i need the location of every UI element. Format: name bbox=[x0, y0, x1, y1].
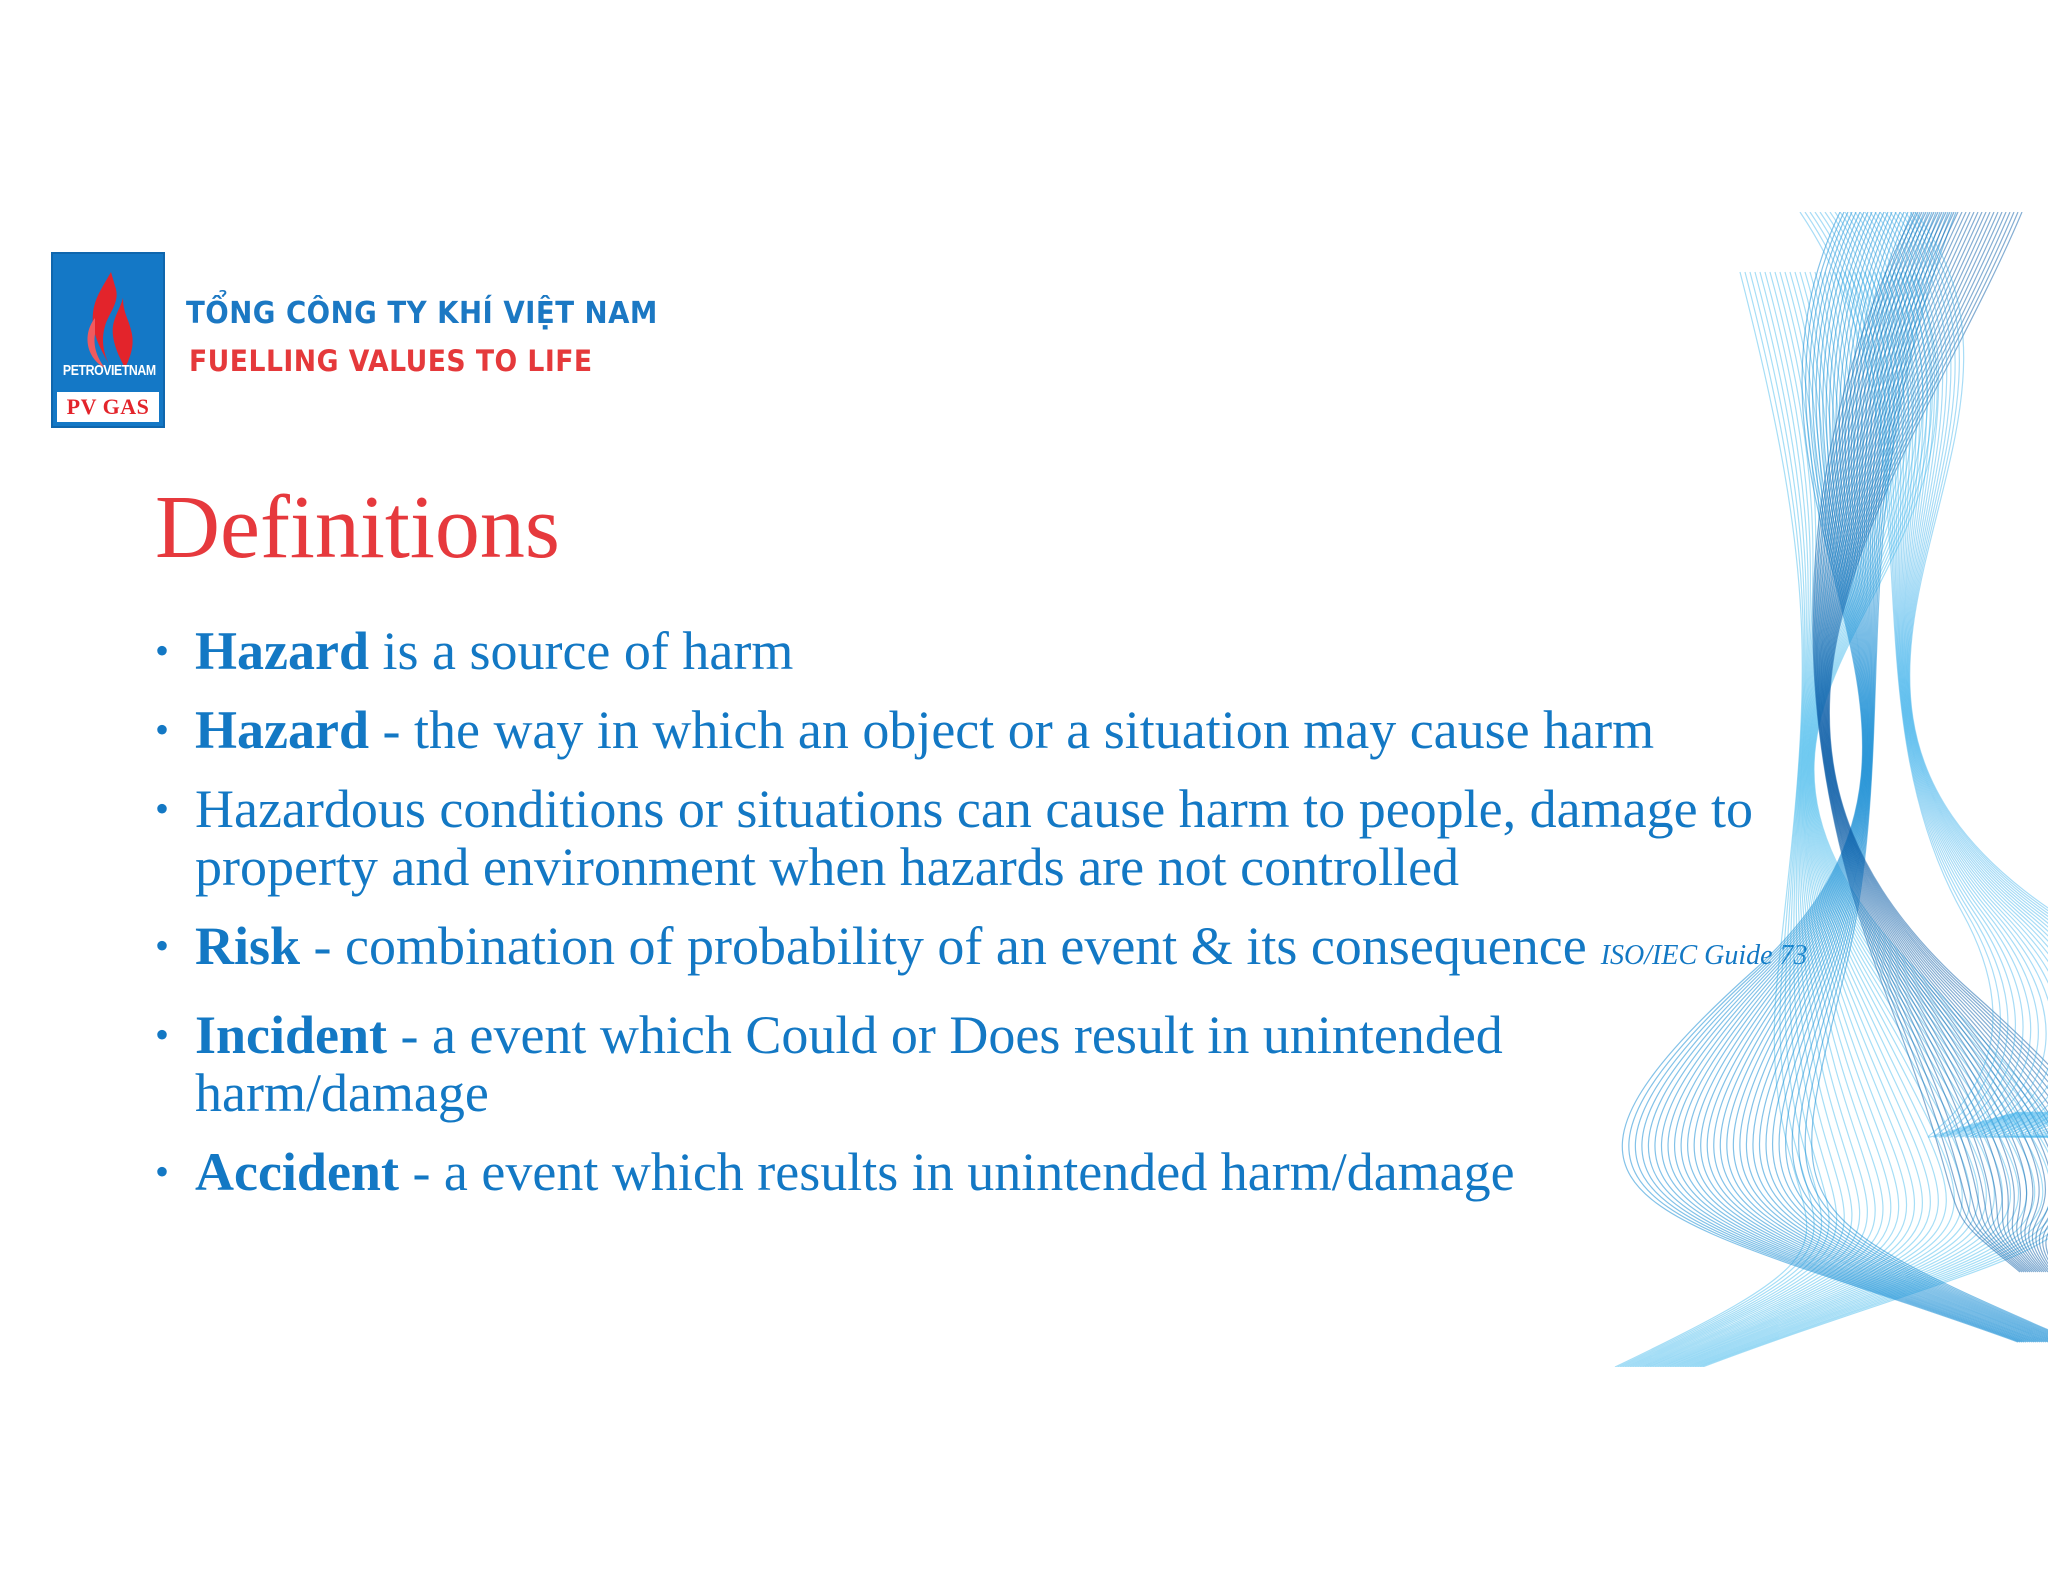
definition-text: Hazardous conditions or situations can cause harm to people, damage to bbox=[195, 779, 1754, 839]
term: Hazard bbox=[195, 700, 369, 760]
wave-line bbox=[1810, 212, 2023, 1137]
citation: ISO/IEC Guide 73 bbox=[1600, 940, 1808, 971]
definition-text: - combination of probability of an event & its consequence bbox=[300, 916, 1587, 976]
company-name: TỔNG CÔNG TY KHÍ VIỆT NAM bbox=[186, 296, 658, 331]
petrovietnam-pvgas-logo bbox=[51, 252, 165, 428]
logo-org-name: PETROVIETNAM bbox=[62, 362, 156, 379]
definition-text: - a event which results in unintended harm/damage bbox=[398, 1142, 1515, 1202]
wave-line bbox=[1615, 272, 1807, 1367]
wave-decoration bbox=[1600, 212, 2048, 1367]
slide-title: Definitions bbox=[155, 478, 560, 577]
definition-text-continued: harm/damage bbox=[195, 1063, 489, 1123]
wave-line bbox=[1865, 212, 2048, 1137]
logo-brand: PV GAS bbox=[57, 392, 159, 422]
bullet-icon: • bbox=[155, 786, 170, 831]
company-tagline: FUELLING VALUES TO LIFE bbox=[189, 344, 593, 378]
flame-icon bbox=[71, 268, 147, 374]
wave-line bbox=[1746, 212, 2048, 1342]
definition-text: is a source of harm bbox=[368, 621, 794, 681]
bullet-icon: • bbox=[155, 1012, 170, 1057]
definition-text: - a event which Could or Does result in unintended bbox=[387, 1005, 1503, 1065]
bullet-icon: • bbox=[155, 628, 170, 673]
term: Incident bbox=[195, 1005, 388, 1065]
definition-text: - the way in which an object or a situation may cause harm bbox=[368, 700, 1655, 760]
wave-lines bbox=[1615, 212, 2048, 1367]
definition-text-continued: property and environment when hazards are not controlled bbox=[195, 837, 1460, 897]
term: Hazard bbox=[195, 621, 369, 681]
bullet-icon: • bbox=[155, 1149, 170, 1194]
term: Accident bbox=[195, 1142, 399, 1202]
bullet-icon: • bbox=[155, 923, 170, 968]
bullet-icon: • bbox=[155, 707, 170, 752]
term: Risk bbox=[195, 916, 301, 976]
